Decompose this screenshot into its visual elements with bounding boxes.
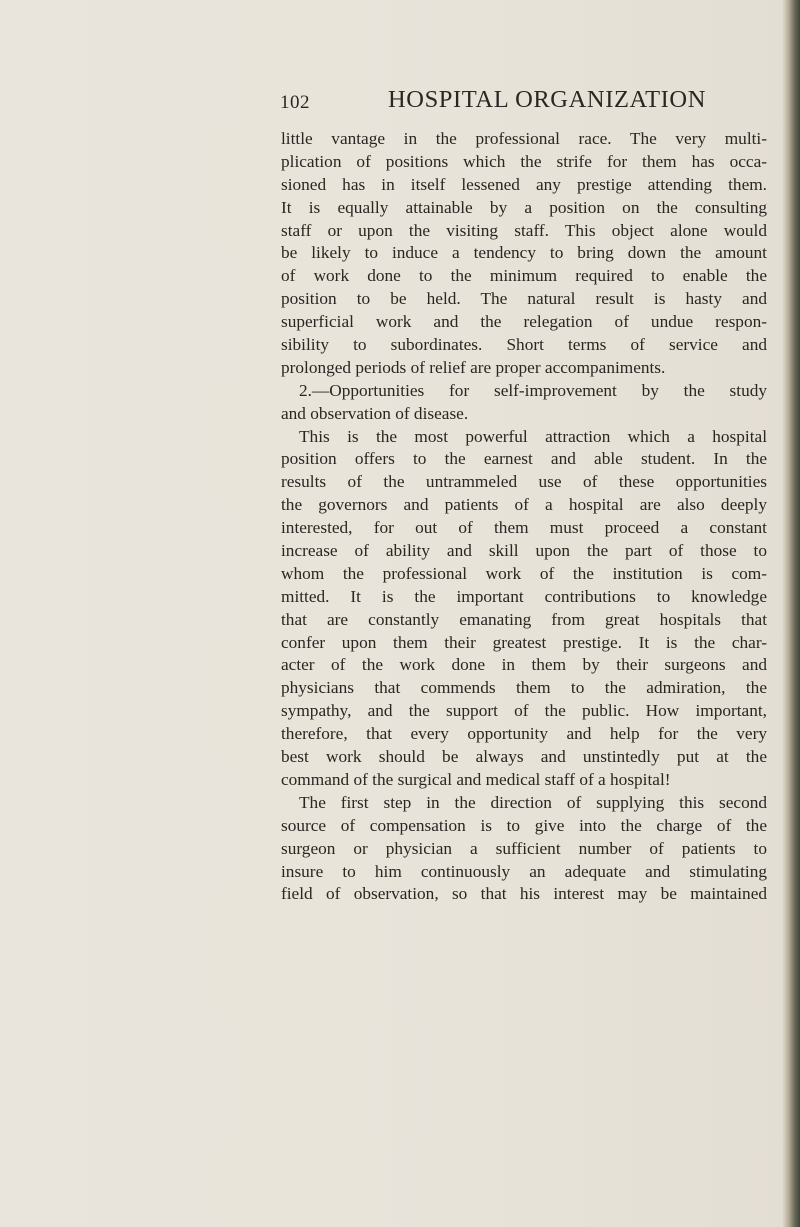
page-edge-shadow (782, 0, 800, 1227)
body-text (281, 128, 767, 906)
text-line: It is equally attainable by a position on the consulting (281, 197, 767, 217)
text-line: the governors and patients of a hospital are also deeply (281, 495, 767, 515)
text-line: position offers to the earnest and able student. In the (281, 449, 767, 469)
text-line: results of the untrammeled use of these opportunities (281, 472, 767, 492)
text-line: sioned has in itself lessened any prestige attending them. (281, 174, 767, 194)
text-line: therefore, that every opportunity and help for the very (281, 724, 767, 744)
text-line: surgeon or physician a sufficient number of patients to (281, 838, 767, 858)
text-line: interested, for out of them must proceed a constant (281, 518, 767, 538)
text-line: little vantage in the professional race. The very multi- (281, 129, 767, 148)
text-line: staff or upon the visiting staff. This object alone would (281, 220, 767, 240)
text-line: increase of ability and skill upon the part of those to (281, 541, 767, 561)
text-line: sibility to subordinates. Short terms of service and (281, 335, 767, 355)
page-number: 102 (280, 92, 310, 113)
text-line: confer upon them their greatest prestige. It is the char- (281, 632, 767, 652)
running-title: HOSPITAL ORGANIZATION (388, 86, 707, 113)
text-line: sympathy, and the support of the public. How important, (281, 701, 767, 721)
text-line: source of compensation is to give into the charge of the (281, 815, 767, 835)
text-line: be likely to induce a tendency to bring down the amount (281, 243, 767, 263)
text-line: physicians that commends them to the admiration, the (281, 678, 767, 698)
text-line: best work should be always and unstintedly put at the (281, 747, 767, 767)
numbered-heading-line: and observation of disease. (281, 403, 469, 423)
text-line: field of observation, so that his interest may be maintained (281, 884, 767, 904)
text-line: insure to him continuously an adequate and stimulating (281, 861, 767, 881)
text-line: The first step in the direction of supplying this second (299, 792, 767, 812)
text-line: superficial work and the relegation of undue respon- (281, 312, 767, 332)
text-line: plication of positions which the strife for them has occa- (281, 151, 767, 171)
page-header (280, 86, 760, 126)
text-line: of work done to the minimum required to enable the (281, 266, 767, 286)
text-line: mitted. It is the important contributions to knowledge (281, 586, 767, 606)
text-line: This is the most powerful attraction which a hospital (299, 426, 767, 446)
text-line: prolonged periods of relief are proper accompaniments. (281, 357, 666, 377)
text-line: that are constantly emanating from great hospitals that (281, 609, 767, 629)
text-line: whom the professional work of the institution is com- (281, 563, 767, 583)
text-line: position to be held. The natural result is hasty and (281, 289, 767, 309)
text-line: command of the surgical and medical staff of a hospital! (281, 769, 671, 789)
text-line: acter of the work done in them by their surgeons and (281, 655, 767, 675)
numbered-heading-line: 2.—Opportunities for self-improvement by the study (299, 380, 767, 400)
